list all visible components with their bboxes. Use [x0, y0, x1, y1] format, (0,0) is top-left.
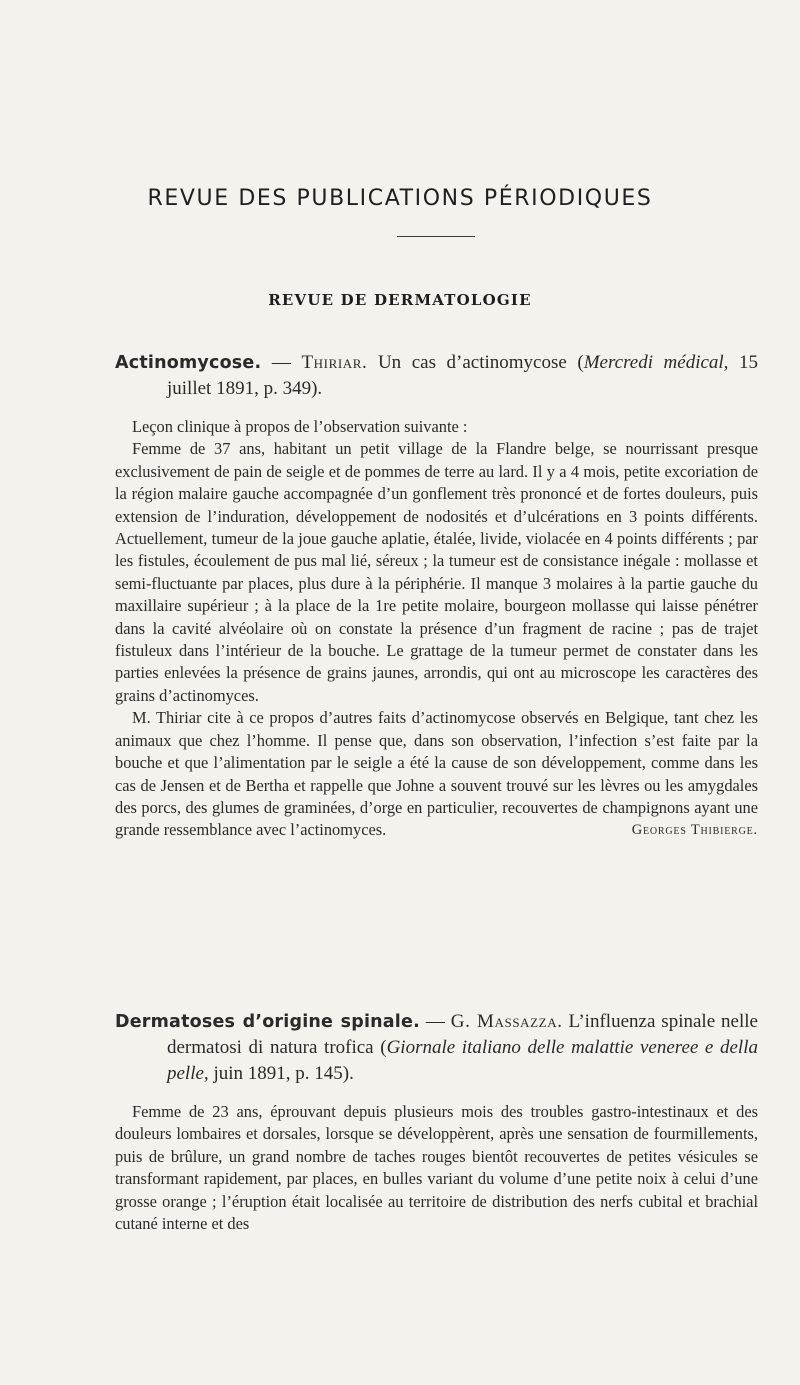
article-journal: Mercredi médical,	[583, 352, 729, 373]
article-heading	[115, 1009, 758, 1087]
article-body	[115, 416, 758, 842]
article-ref-start: L’influenza spinale nelle dermatosi di natura trofica (	[167, 1011, 758, 1058]
article-author: Thiriar.	[301, 352, 368, 373]
paragraph-text: M. Thiriar cite à ce propos d’autres faits d’actinomycose observés en Belgique, tant chez les animaux que chez l’homme. Il pense que, dans son observation, l’infection s’est faite par la bouche et que l’alimentation par le seigle a été la cause de son développement, comme dans les cas de Jensen et de Bertha et rappelle que Johne a souvent trouvé sur les lèvres ou les amygdales des porcs, des glumes de graminées, d’orge en particulier, recouvertes de champignons ayant une grande ressemblance avec l’actinomyces.	[115, 708, 758, 840]
paragraph: Leçon clinique à propos de l’observation suivante :	[132, 417, 468, 436]
paragraph: Femme de 23 ans, éprouvant depuis plusieurs mois des troubles gastro-intestinaux et des douleurs lombaires et dorsales, lorsque se développèrent, après une sensation de fourmillements, puis de brûlure, un grand nombre de taches rouges bientôt recouvertes de petites vésicules se transformant rapidement, par places, en bulles variant du volume d’une petite noix à celui d’une grosse orange ; l’éruption était localisée au territoire de distribution des nerfs cubital et brachial cutané interne et des	[115, 1102, 758, 1234]
article-dermatoses	[115, 1009, 758, 1235]
author-signature: Georges Thibierge.	[631, 822, 758, 839]
article-topic: Actinomycose.	[115, 353, 262, 373]
article-ref-end: juin 1891, p. 145).	[208, 1063, 354, 1084]
article-author: G. Massazza.	[450, 1011, 563, 1032]
page-title: REVUE DES PUBLICATIONS PÉRIODIQUES	[147, 186, 653, 211]
article-journal: Giornale italiano delle malattie veneree e della pelle,	[167, 1037, 758, 1084]
heading-dash: —	[261, 352, 302, 373]
paragraph	[115, 707, 758, 841]
article-body	[115, 1101, 758, 1235]
title-rule	[397, 236, 475, 237]
section-title: REVUE DE DERMATOLOGIE	[268, 291, 532, 309]
article-ref-end: 15 juillet 1891, p. 349).	[167, 352, 758, 399]
article-heading	[115, 350, 758, 402]
article-topic: Dermatoses d’origine spinale.	[115, 1012, 420, 1032]
article-ref-start: Un cas d’actinomycose (	[367, 352, 584, 373]
heading-dash: —	[419, 1011, 451, 1032]
article-actinomycose	[115, 350, 758, 842]
paragraph: Femme de 37 ans, habitant un petit village de la Flandre belge, se nourrissant presque exclusivement de pain de seigle et de pommes de terre au lard. Il y a 4 mois, petite excoriation de la région malaire gauche accompagnée d’un gonflement très prononcé et de fortes douleurs, puis extension de l’induration, développement de nodosités et d’ulcérations en 3 points différents. Actuellement, tumeur de la joue gauche aplatie, étalée, livide, violacée en 4 points différents ; par les fistules, écoulement de pus mal lié, séreux ; la tumeur est de consistance inégale : mollasse et semi-fluctuante par places, plus dure à la périphérie. Il manque 3 molaires à la partie gauche du maxillaire supérieur ; à la place de la 1re petite molaire, bourgeon mollasse qui laisse pénétrer dans la cavité alvéolaire où on constate la présence d’un fragment de racine ; pas de trajet fistuleux dans l’intérieur de la bouche. Le grattage de la tumeur permet de constater dans les parties enlevées la présence de grains jaunes, arrondis, qui ont au microscope les caractères des grains d’actinomyces.	[115, 439, 758, 705]
